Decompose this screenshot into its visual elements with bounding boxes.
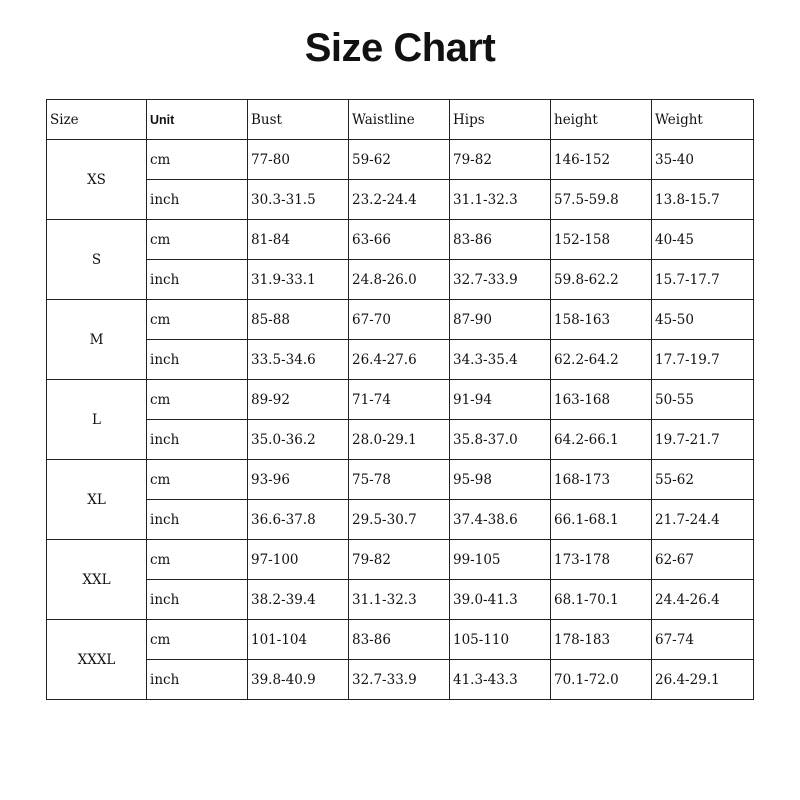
bust-cell: 97-100 [248, 540, 349, 580]
waistline-cell: 24.8-26.0 [349, 260, 450, 300]
height-cell: 66.1-68.1 [551, 500, 652, 540]
weight-cell: 45-50 [652, 300, 754, 340]
page-title: Size Chart [304, 26, 496, 70]
unit-cell: inch [147, 660, 248, 700]
bust-cell: 89-92 [248, 380, 349, 420]
hips-cell: 87-90 [450, 300, 551, 340]
header-waistline: Waistline [349, 100, 450, 140]
unit-cell: cm [147, 460, 248, 500]
hips-cell: 41.3-43.3 [450, 660, 551, 700]
waistline-cell: 67-70 [349, 300, 450, 340]
height-cell: 70.1-72.0 [551, 660, 652, 700]
hips-cell: 79-82 [450, 140, 551, 180]
size-label: XL [47, 460, 147, 540]
hips-cell: 32.7-33.9 [450, 260, 551, 300]
hips-cell: 37.4-38.6 [450, 500, 551, 540]
waistline-cell: 32.7-33.9 [349, 660, 450, 700]
height-cell: 62.2-64.2 [551, 340, 652, 380]
hips-cell: 91-94 [450, 380, 551, 420]
bust-cell: 101-104 [248, 620, 349, 660]
weight-cell: 13.8-15.7 [652, 180, 754, 220]
weight-cell: 19.7-21.7 [652, 420, 754, 460]
bust-cell: 35.0-36.2 [248, 420, 349, 460]
unit-cell: cm [147, 540, 248, 580]
height-cell: 64.2-66.1 [551, 420, 652, 460]
header-weight: Weight [652, 100, 754, 140]
height-cell: 163-168 [551, 380, 652, 420]
waistline-cell: 79-82 [349, 540, 450, 580]
hips-cell: 83-86 [450, 220, 551, 260]
weight-cell: 24.4-26.4 [652, 580, 754, 620]
table-row [47, 580, 754, 620]
height-cell: 152-158 [551, 220, 652, 260]
header-row [47, 100, 754, 140]
header-size: Size [47, 100, 147, 140]
hips-cell: 34.3-35.4 [450, 340, 551, 380]
hips-cell: 95-98 [450, 460, 551, 500]
weight-cell: 26.4-29.1 [652, 660, 754, 700]
height-cell: 173-178 [551, 540, 652, 580]
waistline-cell: 26.4-27.6 [349, 340, 450, 380]
hips-cell: 39.0-41.3 [450, 580, 551, 620]
header-height: height [551, 100, 652, 140]
unit-cell: inch [147, 340, 248, 380]
table-row [47, 140, 754, 180]
unit-cell: cm [147, 300, 248, 340]
bust-cell: 31.9-33.1 [248, 260, 349, 300]
weight-cell: 35-40 [652, 140, 754, 180]
table-row [47, 300, 754, 340]
bust-cell: 38.2-39.4 [248, 580, 349, 620]
weight-cell: 55-62 [652, 460, 754, 500]
header-unit: Unit [147, 100, 248, 140]
weight-cell: 40-45 [652, 220, 754, 260]
size-label: XXXL [47, 620, 147, 700]
waistline-cell: 23.2-24.4 [349, 180, 450, 220]
height-cell: 59.8-62.2 [551, 260, 652, 300]
unit-cell: inch [147, 180, 248, 220]
size-label: M [47, 300, 147, 380]
unit-cell: cm [147, 620, 248, 660]
unit-cell: cm [147, 140, 248, 180]
weight-cell: 67-74 [652, 620, 754, 660]
hips-cell: 35.8-37.0 [450, 420, 551, 460]
table-row [47, 380, 754, 420]
weight-cell: 17.7-19.7 [652, 340, 754, 380]
height-cell: 68.1-70.1 [551, 580, 652, 620]
bust-cell: 81-84 [248, 220, 349, 260]
height-cell: 146-152 [551, 140, 652, 180]
size-label: L [47, 380, 147, 460]
height-cell: 178-183 [551, 620, 652, 660]
unit-cell: inch [147, 500, 248, 540]
header-bust: Bust [248, 100, 349, 140]
waistline-cell: 28.0-29.1 [349, 420, 450, 460]
table-row [47, 500, 754, 540]
hips-cell: 31.1-32.3 [450, 180, 551, 220]
waistline-cell: 59-62 [349, 140, 450, 180]
bust-cell: 33.5-34.6 [248, 340, 349, 380]
height-cell: 158-163 [551, 300, 652, 340]
size-label: S [47, 220, 147, 300]
bust-cell: 77-80 [248, 140, 349, 180]
table-row [47, 620, 754, 660]
bust-cell: 93-96 [248, 460, 349, 500]
bust-cell: 39.8-40.9 [248, 660, 349, 700]
unit-cell: inch [147, 420, 248, 460]
bust-cell: 30.3-31.5 [248, 180, 349, 220]
height-cell: 57.5-59.8 [551, 180, 652, 220]
table-row [47, 460, 754, 500]
unit-cell: inch [147, 580, 248, 620]
weight-cell: 62-67 [652, 540, 754, 580]
table-row [47, 540, 754, 580]
unit-cell: cm [147, 380, 248, 420]
table-row [47, 660, 754, 700]
unit-cell: cm [147, 220, 248, 260]
waistline-cell: 75-78 [349, 460, 450, 500]
bust-cell: 85-88 [248, 300, 349, 340]
waistline-cell: 71-74 [349, 380, 450, 420]
unit-cell: inch [147, 260, 248, 300]
table-row [47, 260, 754, 300]
waistline-cell: 83-86 [349, 620, 450, 660]
table-row [47, 220, 754, 260]
waistline-cell: 31.1-32.3 [349, 580, 450, 620]
table-row [47, 180, 754, 220]
size-chart-table [46, 99, 754, 700]
size-label: XXL [47, 540, 147, 620]
hips-cell: 105-110 [450, 620, 551, 660]
hips-cell: 99-105 [450, 540, 551, 580]
weight-cell: 50-55 [652, 380, 754, 420]
weight-cell: 15.7-17.7 [652, 260, 754, 300]
table-row [47, 340, 754, 380]
waistline-cell: 29.5-30.7 [349, 500, 450, 540]
header-hips: Hips [450, 100, 551, 140]
bust-cell: 36.6-37.8 [248, 500, 349, 540]
size-label: XS [47, 140, 147, 220]
height-cell: 168-173 [551, 460, 652, 500]
waistline-cell: 63-66 [349, 220, 450, 260]
weight-cell: 21.7-24.4 [652, 500, 754, 540]
table-row [47, 420, 754, 460]
